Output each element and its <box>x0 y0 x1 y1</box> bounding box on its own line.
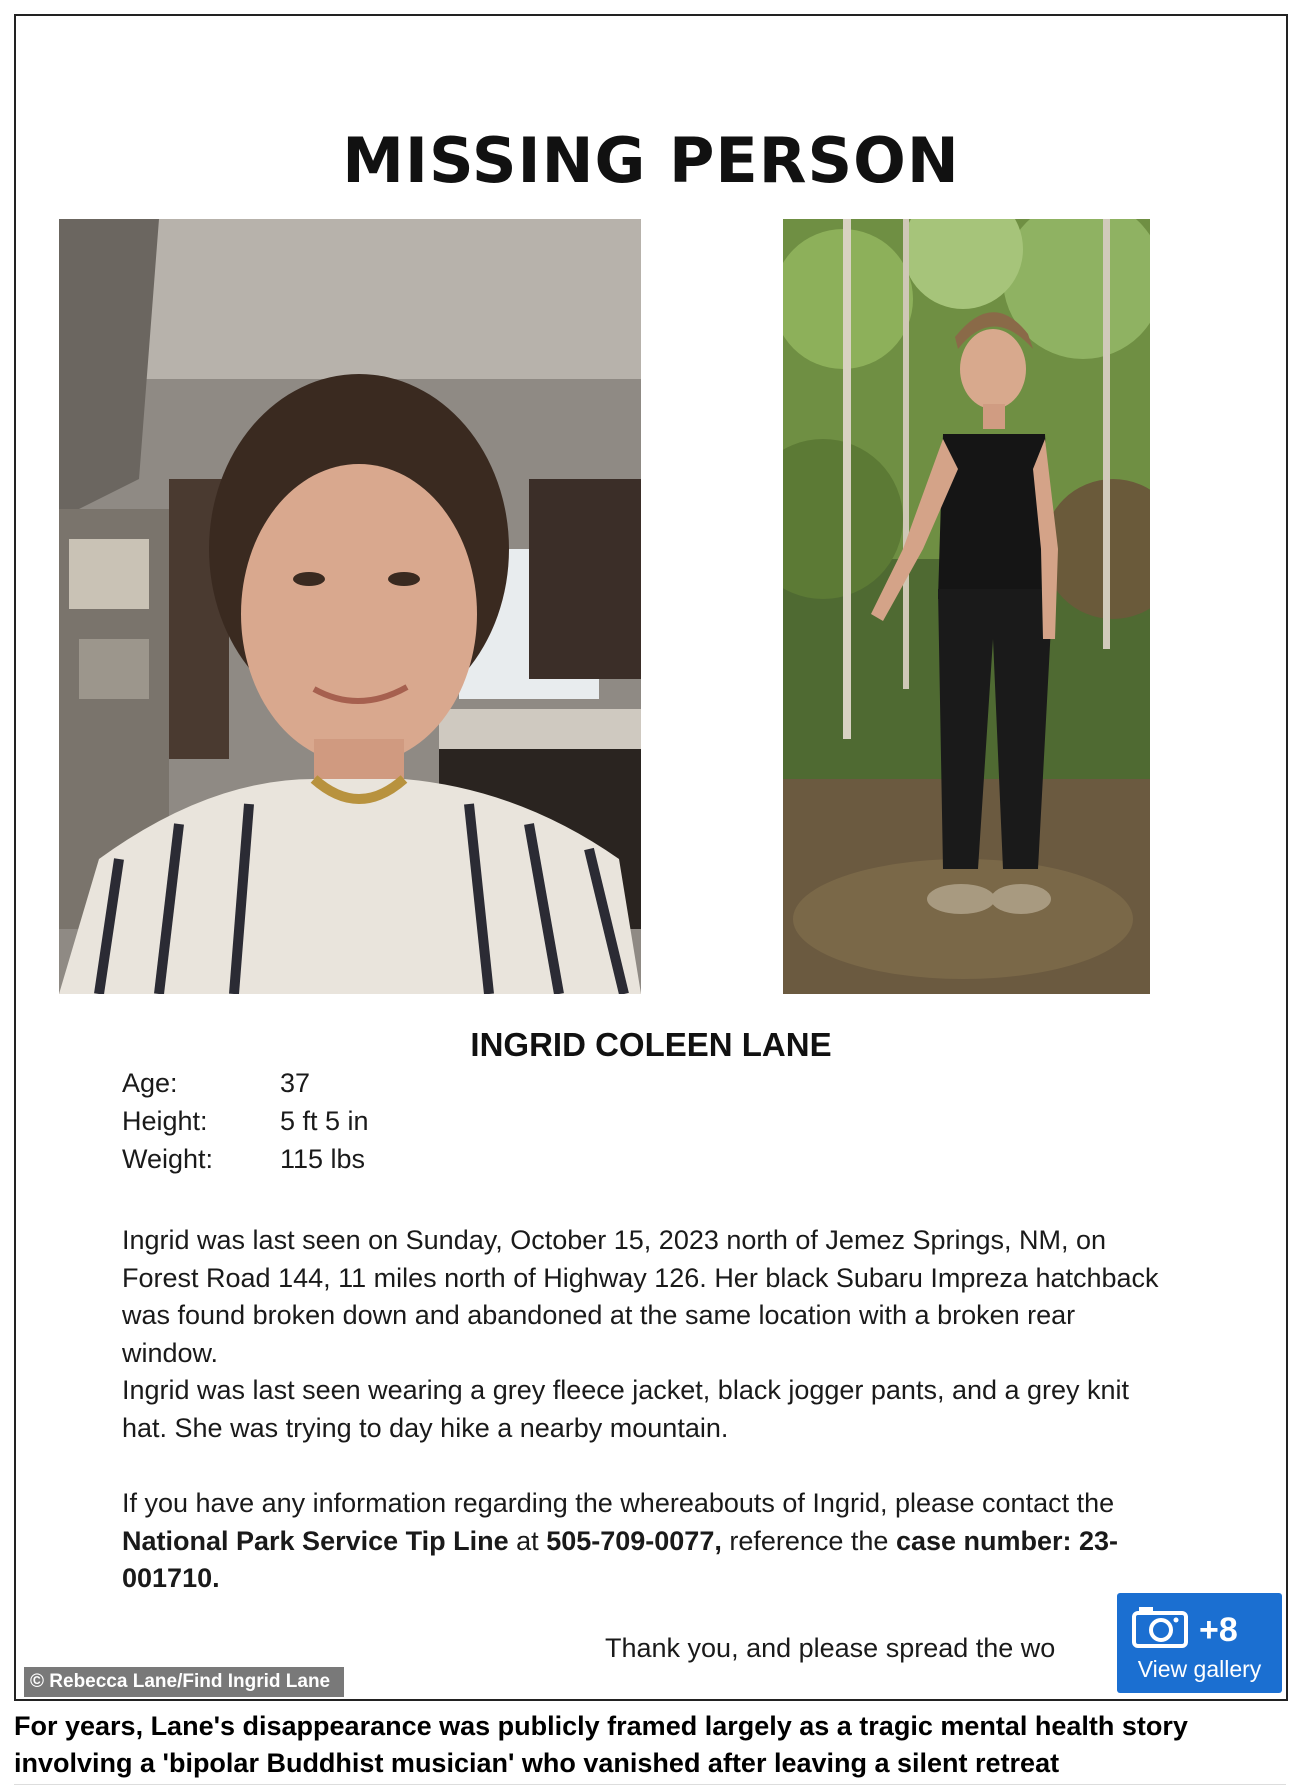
case-number: case number: 23-001710. <box>122 1525 1119 1593</box>
contact-text: reference the <box>721 1525 896 1556</box>
stat-height <box>122 1106 369 1144</box>
last-seen-paragraph: Ingrid was last seen on Sunday, October 15, 2023 north of Jemez Springs, NM, on Forest Road 144, 11 miles north of Highway 126. Her black Subaru Impreza hatchback was found broken down and abandoned at the same location with a broken rear window. <box>122 1225 1159 1368</box>
image-caption: For years, Lane's disappearance was publicly framed largely as a tragic mental health story involving a 'bipolar Buddhist musician' who vanished after leaving a silent retreat <box>14 1711 1188 1778</box>
full-body-photo-forest <box>783 219 1150 994</box>
poster-title: MISSING PERSON <box>342 124 960 197</box>
photo-credit: © Rebecca Lane/Find Ingrid Lane <box>24 1667 344 1697</box>
stat-weight <box>122 1144 369 1182</box>
stat-label: Age: <box>122 1068 178 1098</box>
caption-divider <box>14 1784 1286 1785</box>
stat-value: 37 <box>280 1068 311 1098</box>
contact-info <box>122 1485 1172 1598</box>
stat-label: Weight: <box>122 1144 214 1174</box>
clothing-paragraph: Ingrid was last seen wearing a grey fleece jacket, black jogger pants, and a grey knit hat. She was trying to day hike a nearby mountain. <box>122 1375 1130 1443</box>
person-name: INGRID COLEEN LANE <box>470 1026 832 1063</box>
thank-you-note: Thank you, and please spread the wo <box>605 1633 1056 1663</box>
tip-line-name: National Park Service Tip Line <box>122 1525 509 1556</box>
camera-icon <box>1131 1605 1189 1654</box>
stat-label: Height: <box>122 1106 208 1136</box>
physical-stats <box>122 1068 369 1182</box>
contact-text: at <box>508 1525 547 1556</box>
gallery-count: +8 <box>1199 1610 1238 1649</box>
contact-text: If you have any information regarding the whereabouts of Ingrid, please contact the <box>122 1488 1115 1518</box>
stat-age <box>122 1068 369 1106</box>
tip-line-phone: 505-709-0077, <box>546 1525 722 1556</box>
view-gallery-button[interactable] <box>1117 1593 1282 1693</box>
article-image[interactable] <box>14 14 1288 1701</box>
stat-value: 5 ft 5 in <box>280 1106 369 1136</box>
stat-value: 115 lbs <box>280 1144 366 1174</box>
portrait-photo-kitchen <box>59 219 641 994</box>
last-seen-details <box>122 1222 1172 1447</box>
gallery-label: View gallery <box>1137 1656 1262 1682</box>
